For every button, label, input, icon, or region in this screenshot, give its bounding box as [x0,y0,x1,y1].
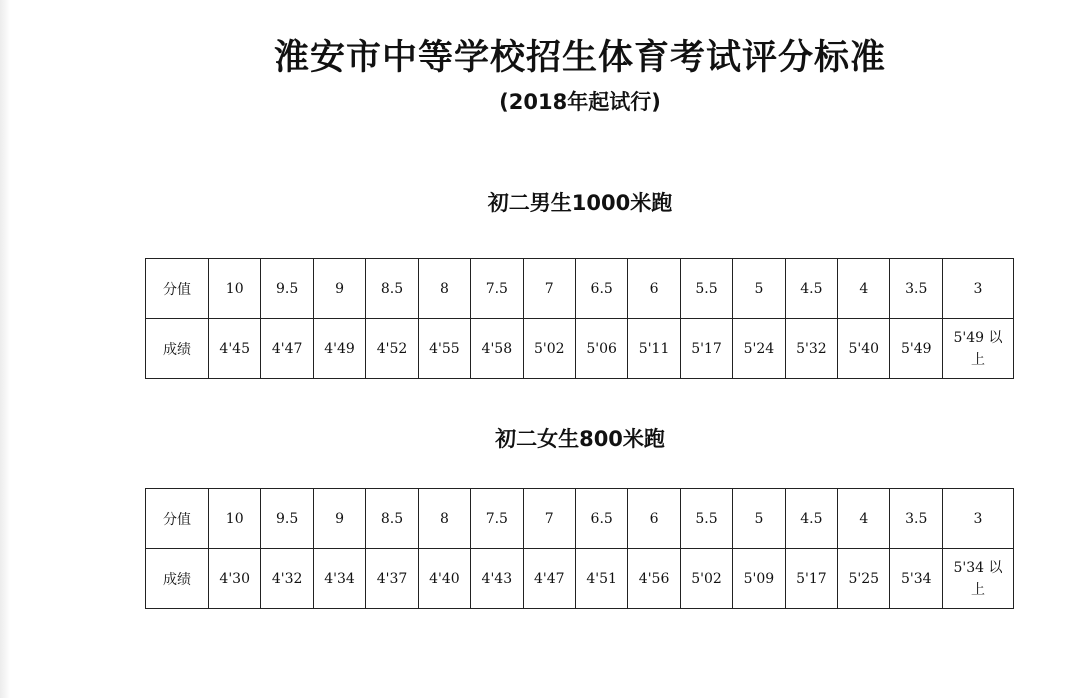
score-cell: 5.5 [680,259,732,319]
score-cell: 8 [418,489,470,549]
time-cell: 5'40 [838,319,890,379]
score-cell: 10 [209,259,261,319]
score-cell: 6 [628,489,680,549]
time-cell: 4'43 [471,549,523,609]
boys-1000m-heading: 初二男生1000米跑 [487,191,673,215]
time-cell: 4'47 [261,319,313,379]
score-row [146,489,1014,549]
score-cell: 4.5 [785,489,837,549]
score-cell: 7.5 [471,489,523,549]
time-cell: 5'11 [628,319,680,379]
time-cell: 4'58 [471,319,523,379]
score-cell: 8 [418,259,470,319]
score-cell: 7 [523,489,575,549]
score-cell [943,489,1014,549]
time-cell: 4'45 [209,319,261,379]
time-cell: 4'47 [523,549,575,609]
boys-1000m-table [145,258,1014,379]
time-cell: 5'09 [733,549,785,609]
time-cell: 4'55 [418,319,470,379]
score-cell: 6 [628,259,680,319]
time-cell [943,319,1014,379]
score-cell: 7 [523,259,575,319]
score-cell: 9.5 [261,489,313,549]
cell-text: 3 [973,280,983,297]
score-cell: 4 [838,259,890,319]
score-cell: 4.5 [785,259,837,319]
score-cell: 10 [209,489,261,549]
score-cell: 5.5 [680,489,732,549]
time-cell: 5'24 [733,319,785,379]
score-cell: 4 [838,489,890,549]
time-cell: 5'17 [785,549,837,609]
time-cell: 4'37 [366,549,418,609]
document-title: 淮安市中等学校招生体育考试评分标准 [273,38,886,78]
time-cell: 4'52 [366,319,418,379]
time-cell: 5'32 [785,319,837,379]
row-label: 分值 [146,259,209,319]
cell-text: 3 [973,510,983,527]
document-subtitle: (2018年起试行) [499,90,661,114]
row-label: 成绩 [146,549,209,609]
score-cell: 7.5 [471,259,523,319]
girls-800m-table [145,488,1014,609]
row-label: 成绩 [146,319,209,379]
score-cell: 9.5 [261,259,313,319]
time-cell: 5'34 [890,549,943,609]
time-cell: 4'49 [313,319,365,379]
girls-800m-heading: 初二女生800米跑 [495,427,665,451]
score-cell: 5 [733,489,785,549]
time-cell: 5'02 [523,319,575,379]
time-cell: 5'17 [680,319,732,379]
time-cell: 4'32 [261,549,313,609]
score-cell: 8.5 [366,489,418,549]
time-cell: 4'34 [313,549,365,609]
time-cell: 4'40 [418,549,470,609]
cell-text: 5'34 以上 [953,559,1003,598]
time-cell: 5'25 [838,549,890,609]
cell-text: 5'49 以上 [953,329,1003,368]
score-cell: 3.5 [890,259,943,319]
score-cell: 9 [313,259,365,319]
time-cell: 5'02 [680,549,732,609]
time-cell [943,549,1014,609]
time-cell: 4'56 [628,549,680,609]
score-cell: 6.5 [575,259,627,319]
time-cell: 5'06 [575,319,627,379]
score-cell: 3.5 [890,489,943,549]
time-row [146,319,1014,379]
row-label: 分值 [146,489,209,549]
time-cell: 4'51 [575,549,627,609]
score-cell [943,259,1014,319]
time-cell: 5'49 [890,319,943,379]
score-cell: 6.5 [575,489,627,549]
score-cell: 8.5 [366,259,418,319]
score-row [146,259,1014,319]
time-row [146,549,1014,609]
score-cell: 9 [313,489,365,549]
time-cell: 4'30 [209,549,261,609]
score-cell: 5 [733,259,785,319]
